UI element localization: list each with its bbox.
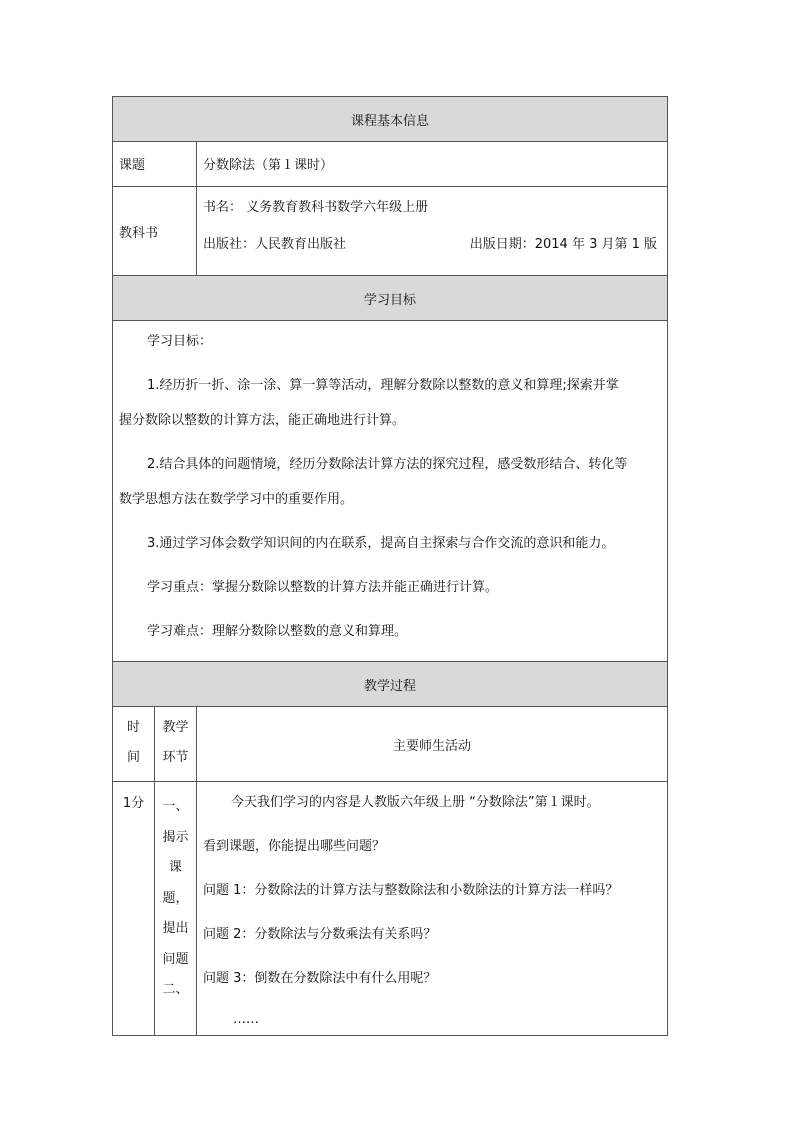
textbook-info [197,187,668,276]
textbook-pub-date: 出版日期：2014 年 3 月第 1 版 [469,237,658,252]
course-value: 分数除法（第１课时） [197,142,668,187]
goals-row [113,321,668,662]
column-header-main-activity: 主要师生活动 [197,707,668,782]
goal-item-1-line-2: 握分数除以整数的计算方法，能正确地进行计算。 [119,413,406,428]
activity-intro: 今天我们学习的内容是人教版六年级上册 “分数除法”第１课时。 [231,795,600,810]
goals-content [113,321,668,662]
activity-question-2: 问题 2：分数除法与分数乘法有关系吗？ [203,927,437,942]
section-header-row [113,97,668,142]
column-header-stage-line-1: 教学 [162,720,189,735]
goals-intro: 学习目标： [147,334,213,349]
process-column-header-row [113,707,668,782]
row-stage-line: 问题 [162,951,189,967]
textbook-title: 书名： 义务教育教科书数学六年级上册 [203,200,429,215]
lesson-plan-table [112,96,668,1036]
textbook-label: 教科书 [113,187,197,276]
course-row [113,142,668,187]
column-header-stage [155,707,197,782]
goal-item-2-line-1: 2.结合具体的问题情境，经历分数除法计算方法的探究过程，感受数形结合、转化等 [147,457,628,472]
textbook-publisher: 出版社：人民教育出版社 [203,237,347,252]
row-stage-line: 题， [162,890,189,906]
activity-question-prompt: 看到课题，你能提出哪些问题？ [203,839,386,854]
section-header-row [113,662,668,707]
activity-question-3: 问题 3：倒数在分数除法中有什么用呢？ [203,971,437,986]
goals-difficulty: 学习难点：理解分数除以整数的意义和算理。 [147,624,408,639]
column-header-time-line-1: 时 [126,720,140,735]
row-stage-line: 课 [168,860,182,875]
row-stage-line: 揭示 [162,829,189,845]
column-header-stage-line-2: 环节 [162,750,189,765]
row-stage-line: 二、 [162,982,189,997]
goals-key-point: 学习重点：掌握分数除以整数的计算方法并能正确进行计算。 [147,580,499,595]
goal-item-2-line-2: 数学思想方法在数学学习中的重要作用。 [119,492,354,507]
process-row [113,782,668,1036]
row-stage [155,782,197,1036]
section-header-row [113,276,668,321]
row-time: 1分 [113,782,155,1036]
activity-ellipsis: …… [233,1012,259,1027]
row-stage-line: 提出 [162,921,189,936]
goal-item-3: 3.通过学习体会数学知识间的内在联系，提高自主探索与合作交流的意识和能力。 [147,536,615,551]
row-activity [197,782,668,1036]
section-header-goals: 学习目标 [113,276,668,321]
column-header-time-line-2: 间 [126,750,140,765]
course-label: 课题 [113,142,197,187]
textbook-row [113,187,668,276]
section-header-process: 教学过程 [113,662,668,707]
column-header-time [113,707,155,782]
textbook-publish-line [203,234,667,256]
section-header-basic-info: 课程基本信息 [113,97,668,142]
row-stage-line: 一、 [162,799,189,814]
activity-question-1: 问题 1：分数除法的计算方法与整数除法和小数除法的计算方法一样吗？ [203,883,619,898]
goal-item-1-line-1: 1.经历折一折、涂一涂、算一算等活动，理解分数除以整数的意义和算理;探索并掌 [147,378,619,393]
